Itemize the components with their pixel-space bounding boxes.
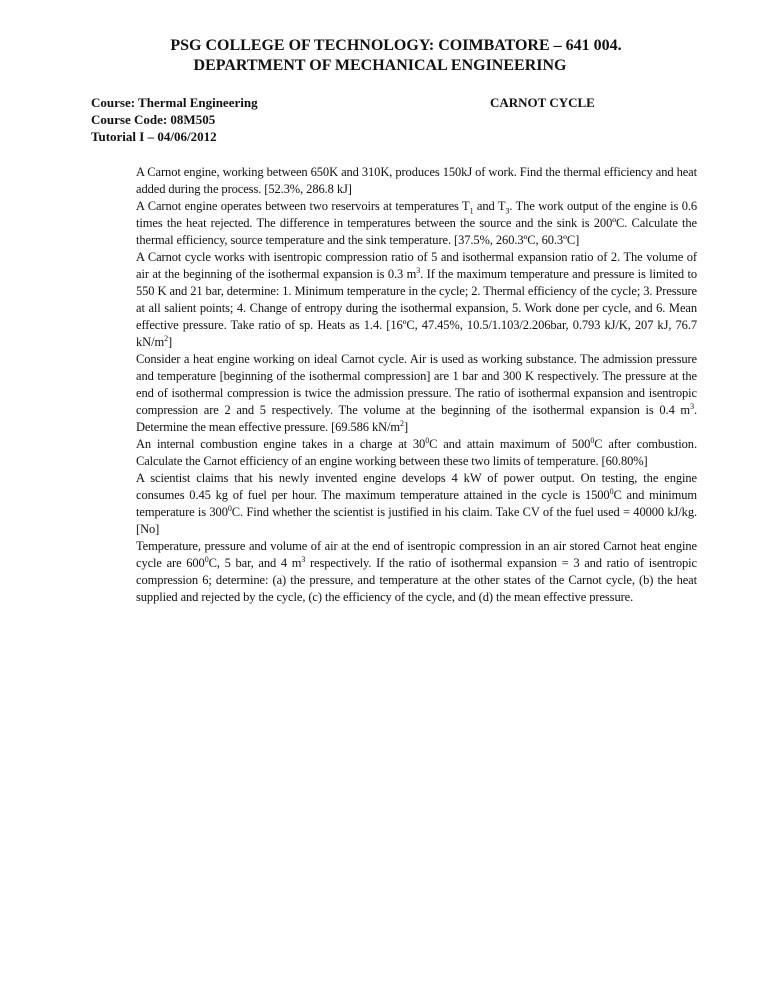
problem-text: ] <box>167 335 173 349</box>
superscript: 3 <box>416 265 421 275</box>
superscript: 0 <box>609 486 614 496</box>
problem-text: . The work output of the engine is 0.6 times the heat rejected. The difference in temperatures between the source and the sink is 200ºC. Calculate the thermal efficiency, source temperature and the sink temperature. [37.5%, 260.3ºC, 60.3ºC] <box>136 199 698 247</box>
problem-text: and T <box>473 199 506 213</box>
superscript: 2 <box>400 418 404 428</box>
problem-text: Temperature, pressure and volume of air at the end of isentropic compression in an air stored Carnot heat engine cycle are 600 <box>136 539 697 570</box>
topic-title: CARNOT CYCLE <box>490 95 595 110</box>
problem-text: An internal combustion engine takes in a charge at 30 <box>136 437 426 451</box>
problem-text: A Carnot cycle works with isentropic compression ratio of 5 and isothermal expansion ratio of 2. The volume of air at the beginning of the isothermal expansion is 0.3 m <box>136 250 697 281</box>
problem-text: C and attain maximum of 500 <box>429 437 591 451</box>
superscript: 3 <box>690 401 694 411</box>
problem-text: C. Find whether the scientist is justified in his claim. Take CV of the fuel used = 40000 kJ/kg. [No] <box>136 505 697 536</box>
superscript: 0 <box>227 503 232 513</box>
course-code: Course Code: 08M505 <box>91 112 216 127</box>
superscript: 3 <box>301 554 306 564</box>
superscript: 0 <box>204 554 209 564</box>
subscript: 1 <box>469 206 474 216</box>
superscript: 0 <box>590 435 595 445</box>
problem-4 <box>136 351 697 436</box>
problem-list <box>136 164 697 606</box>
problem-text: A Carnot engine, working between 650K and 310K, produces 150kJ of work. Find the thermal efficiency and heat added during the process. [52.3%, 286.8 kJ] <box>136 165 697 196</box>
college-title: PSG COLLEGE OF TECHNOLOGY: COIMBATORE – 641 004. <box>170 37 622 54</box>
problem-text: ] <box>403 420 409 434</box>
problem-6 <box>136 470 697 538</box>
problem-text: C after combustion. Calculate the Carnot efficiency of an engine working between these two limits of temperature. [60.80%] <box>136 437 697 468</box>
problem-7 <box>136 538 697 606</box>
problem-5 <box>136 436 697 470</box>
problem-3 <box>136 249 697 351</box>
problem-text: A scientist claims that his newly invented engine develops 4 kW of power output. On testing, the engine consumes 0.45 kg of fuel per hour. The maximum temperature attained in the cycle is 1500 <box>136 471 697 502</box>
subscript: 3 <box>505 206 510 216</box>
problem-text: . If the maximum temperature and pressure is limited to 550 K and 21 bar, determine: 1. Minimum temperature in the cycle; 2. Thermal efficiency of the cycle; 3. Pressure at all salient points; 4. Change of entropy during the isothermal expansion, 5. Work done per cycle, and 6. Mean effective pressure. Take ratio of sp. Heats as 1.4. [16ºC, 47.45%, 10.5/1.103/2.206bar, 0.793 kJ/K, 207 kJ, 76.7 kN/m <box>136 267 697 349</box>
problem-text: . Determine the mean effective pressure. [69.586 kN/m <box>136 403 697 434</box>
problem-1 <box>136 164 697 198</box>
problem-text: A Carnot engine operates between two reservoirs at temperatures T <box>136 199 470 213</box>
superscript: 0 <box>425 435 430 445</box>
course-name: Course: Thermal Engineering <box>91 95 258 110</box>
problem-text: C and minimum temperature is 300 <box>136 488 698 519</box>
problem-2 <box>136 198 697 249</box>
department-title: DEPARTMENT OF MECHANICAL ENGINEERING <box>193 57 567 74</box>
problem-text: C, 5 bar, and 4 m <box>208 556 302 570</box>
problem-text: Consider a heat engine working on ideal Carnot cycle. Air is used as working substance. The admission pressure and temperature [beginning of the isothermal compression] are 1 bar and 300 K respectively. The pressure at the end of isothermal compression is twice the admission pressure. The ratio of isothermal expansion and isentropic compression are 2 and 5 respectively. The volume at the beginning of the isothermal expansion is 0.4 m <box>136 352 697 417</box>
problem-text: respectively. If the ratio of isothermal expansion = 3 and ratio of isentropic compression 6; determine: (a) the pressure, and temperature at the other states of the Carnot cycle, (b) the heat supplied and rejected by the cycle, (c) the efficiency of the cycle, and (d) the mean effective pressure. <box>136 556 698 604</box>
superscript: 2 <box>164 333 168 343</box>
tutorial-date: Tutorial I – 04/06/2012 <box>91 129 217 144</box>
